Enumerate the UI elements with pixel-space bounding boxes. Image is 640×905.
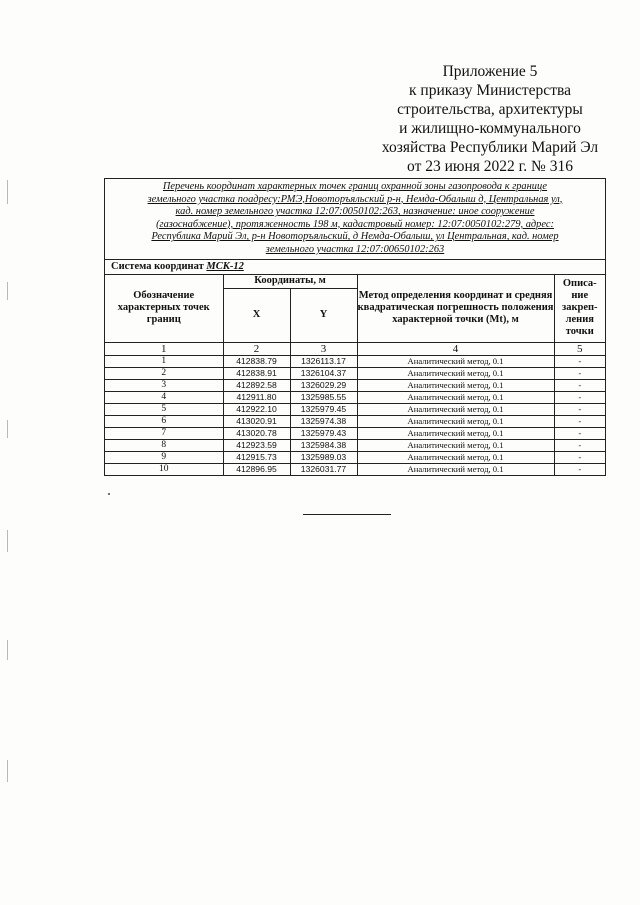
table-row (105, 451, 605, 463)
coord-x: 413020.78 (223, 427, 290, 439)
coordinates-table (105, 275, 605, 475)
scan-margin-mark (7, 420, 8, 438)
fixing-description: - (554, 451, 605, 463)
coord-y: 1326029.29 (290, 379, 357, 391)
coord-y: 1325974.38 (290, 415, 357, 427)
point-number: 8 (105, 439, 223, 451)
column-number: 2 (223, 342, 290, 355)
point-number: 1 (105, 355, 223, 367)
document-title (105, 179, 605, 260)
method-value: Аналитический метод, 0.1 (357, 451, 554, 463)
stray-mark (108, 493, 110, 495)
column-number: 5 (554, 342, 605, 355)
title-line: кад. номер земельного участка 12:07:0050102:263, назначение: иное сооружение (175, 206, 535, 218)
table-row (105, 367, 605, 379)
method-value: Аналитический метод, 0.1 (357, 439, 554, 451)
scan-margin-mark (7, 282, 8, 300)
column-number-row (105, 342, 605, 355)
coord-x: 412911.80 (223, 391, 290, 403)
method-value: Аналитический метод, 0.1 (357, 427, 554, 439)
coord-x: 412915.73 (223, 451, 290, 463)
point-number: 10 (105, 463, 223, 475)
table-row (105, 391, 605, 403)
coord-y: 1325979.43 (290, 427, 357, 439)
fixing-description: - (554, 391, 605, 403)
title-line: земельного участка поадресу:РМЭ,Новоторъяльский р-н, Немда-Обалыш д, Центральная ул, (147, 193, 563, 205)
method-value: Аналитический метод, 0.1 (357, 403, 554, 415)
header-description: Описа-ние закреп-ления точки (554, 275, 605, 343)
title-line: земельного участка 12:07:00650102:263 (265, 243, 445, 255)
method-value: Аналитический метод, 0.1 (357, 391, 554, 403)
point-number: 7 (105, 427, 223, 439)
coord-x: 412896.95 (223, 463, 290, 475)
coordinates-frame (104, 178, 606, 476)
coordinate-system (105, 260, 605, 275)
title-line: Перечень координат характерных точек границ охранной зоны газопровода к границе (162, 181, 548, 192)
header-y: Y (290, 288, 357, 342)
scan-margin-mark (7, 180, 8, 204)
title-line: Республика Марий Эл, р-н Новоторъяльский, д Немда-Обалыш, ул Центральная, кад. номер (151, 231, 559, 243)
header-line: от 23 июня 2022 г. № 316 (407, 158, 573, 175)
signature-line (303, 514, 391, 515)
table-row (105, 427, 605, 439)
fixing-description: - (554, 379, 605, 391)
title-line: (газоснабжение), протяженность 198 м, кадастровый номер: 12:07:0050102:279, адрес: (156, 218, 554, 230)
coord-y: 1325984.38 (290, 439, 357, 451)
header-x: X (223, 288, 290, 342)
table-row (105, 379, 605, 391)
table-row (105, 415, 605, 427)
column-number: 1 (105, 342, 223, 355)
table-row (105, 439, 605, 451)
point-number: 6 (105, 415, 223, 427)
appendix-header (360, 62, 620, 176)
header-line: хозяйства Республики Марий Эл (381, 139, 599, 156)
point-number: 9 (105, 451, 223, 463)
table-row (105, 403, 605, 415)
method-value: Аналитический метод, 0.1 (357, 415, 554, 427)
header-line: Приложение 5 (442, 63, 538, 80)
scan-margin-mark (7, 640, 8, 660)
table-row (105, 355, 605, 367)
point-number: 2 (105, 367, 223, 379)
coord-y: 1325989.03 (290, 451, 357, 463)
coord-y: 1326031.77 (290, 463, 357, 475)
method-value: Аналитический метод, 0.1 (357, 463, 554, 475)
coord-y: 1325979.45 (290, 403, 357, 415)
coordinate-system-name: МСК-12 (206, 260, 244, 272)
header-method: Метод определения координат и средняя квадратическая погрешность положения характерной точки (Mt), м (357, 275, 554, 343)
method-value: Аналитический метод, 0.1 (357, 367, 554, 379)
coord-x: 412838.91 (223, 367, 290, 379)
method-value: Аналитический метод, 0.1 (357, 379, 554, 391)
coord-x: 412892.58 (223, 379, 290, 391)
fixing-description: - (554, 463, 605, 475)
fixing-description: - (554, 439, 605, 451)
coord-x: 412838.79 (223, 355, 290, 367)
header-coordinates: Координаты, м (223, 275, 357, 289)
fixing-description: - (554, 367, 605, 379)
fixing-description: - (554, 355, 605, 367)
column-number: 3 (290, 342, 357, 355)
header-point: Обозначение характерных точек границ (105, 275, 223, 343)
coord-x: 412923.59 (223, 439, 290, 451)
header-line: к приказу Министерства (409, 82, 571, 99)
fixing-description: - (554, 403, 605, 415)
coord-x: 413020.91 (223, 415, 290, 427)
coordinate-system-label: Система координат (111, 260, 204, 272)
header-line: строительства, архитектуры (397, 101, 583, 118)
table-row (105, 463, 605, 475)
coord-y: 1326104.37 (290, 367, 357, 379)
scan-margin-mark (7, 760, 8, 782)
coord-x: 412922.10 (223, 403, 290, 415)
point-number: 3 (105, 379, 223, 391)
method-value: Аналитический метод, 0.1 (357, 355, 554, 367)
table-body (105, 355, 605, 475)
fixing-description: - (554, 415, 605, 427)
coord-y: 1325985.55 (290, 391, 357, 403)
header-line: и жилищно-коммунального (399, 120, 581, 137)
scan-margin-mark (7, 530, 8, 552)
coord-y: 1326113.17 (290, 355, 357, 367)
point-number: 5 (105, 403, 223, 415)
column-number: 4 (357, 342, 554, 355)
fixing-description: - (554, 427, 605, 439)
point-number: 4 (105, 391, 223, 403)
